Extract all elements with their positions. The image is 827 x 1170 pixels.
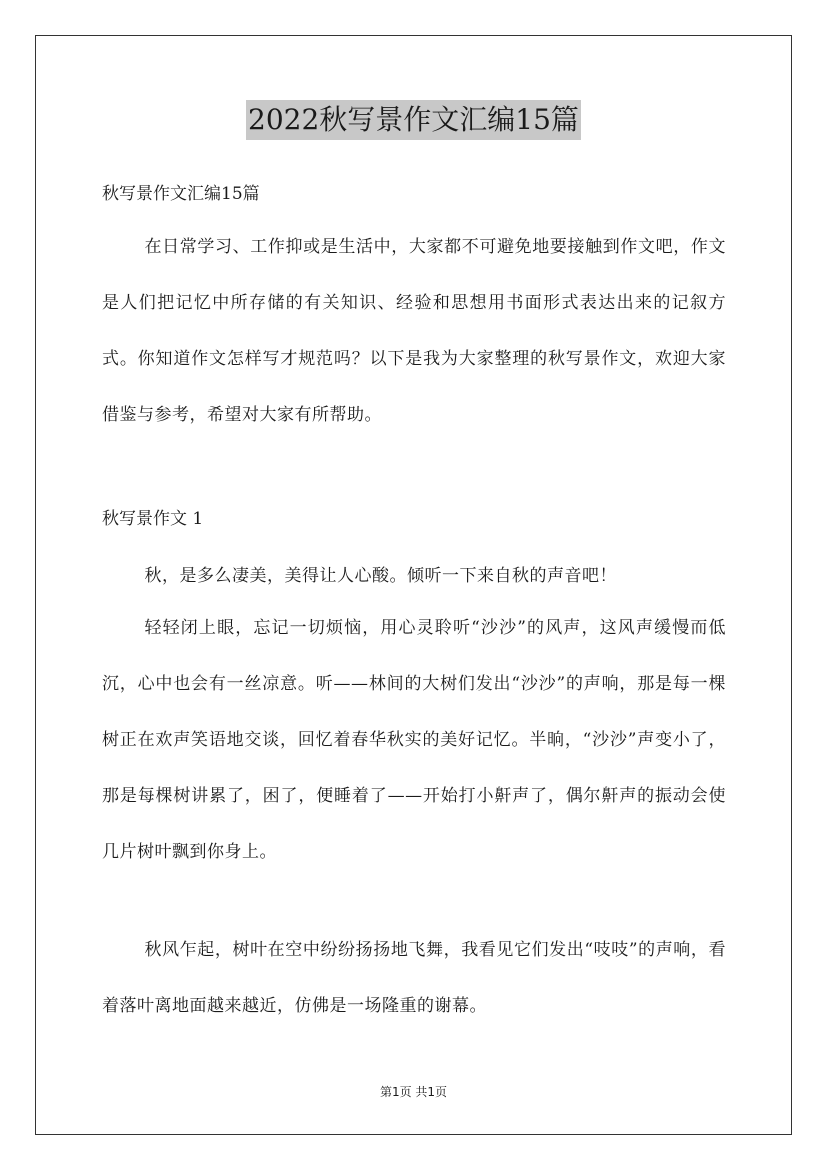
document-title: 2022秋写景作文汇编15篇 <box>246 100 581 140</box>
intro-paragraph: 在日常学习、工作抑或是生活中，大家都不可避免地要接触到作文吧，作文是人们把记忆中所存储的有关知识、经验和思想用书面形式表达出来的记叙方式。你知道作文怎样写才规范吗？以下是我为大家整理的秋写景作文，欢迎大家借鉴与参考，希望对大家有所帮助。 <box>102 237 726 425</box>
title-container <box>0 100 827 140</box>
page-footer: 第1页 共1页 <box>379 1085 448 1099</box>
document-subtitle: 秋写景作文汇编15篇 <box>102 184 260 204</box>
section-title: 秋写景作文 1 <box>102 509 204 529</box>
paragraph-2: 轻轻闭上眼，忘记一切烦恼，用心灵聆听“沙沙”的风声，这风声缓慢而低沉，心中也会有一丝凉意。听——林间的大树们发出“沙沙”的声响，那是每一棵树正在欢声笑语地交谈，回忆着春华秋实的美好记忆。半晌，“沙沙”声变小了，那是每棵树讲累了，困了，便睡着了——开始打小鼾声了，偶尔鼾声的振动会使几片树叶飘到你身上。 <box>102 618 726 862</box>
paragraph-3: 秋风乍起，树叶在空中纷纷扬扬地飞舞，我看见它们发出“吱吱”的声响，看着落叶离地面越来越近，仿佛是一场隆重的谢幕。 <box>102 940 726 1016</box>
paragraph-1: 秋，是多么凄美，美得让人心酸。倾听一下来自秋的声音吧！ <box>144 566 617 586</box>
